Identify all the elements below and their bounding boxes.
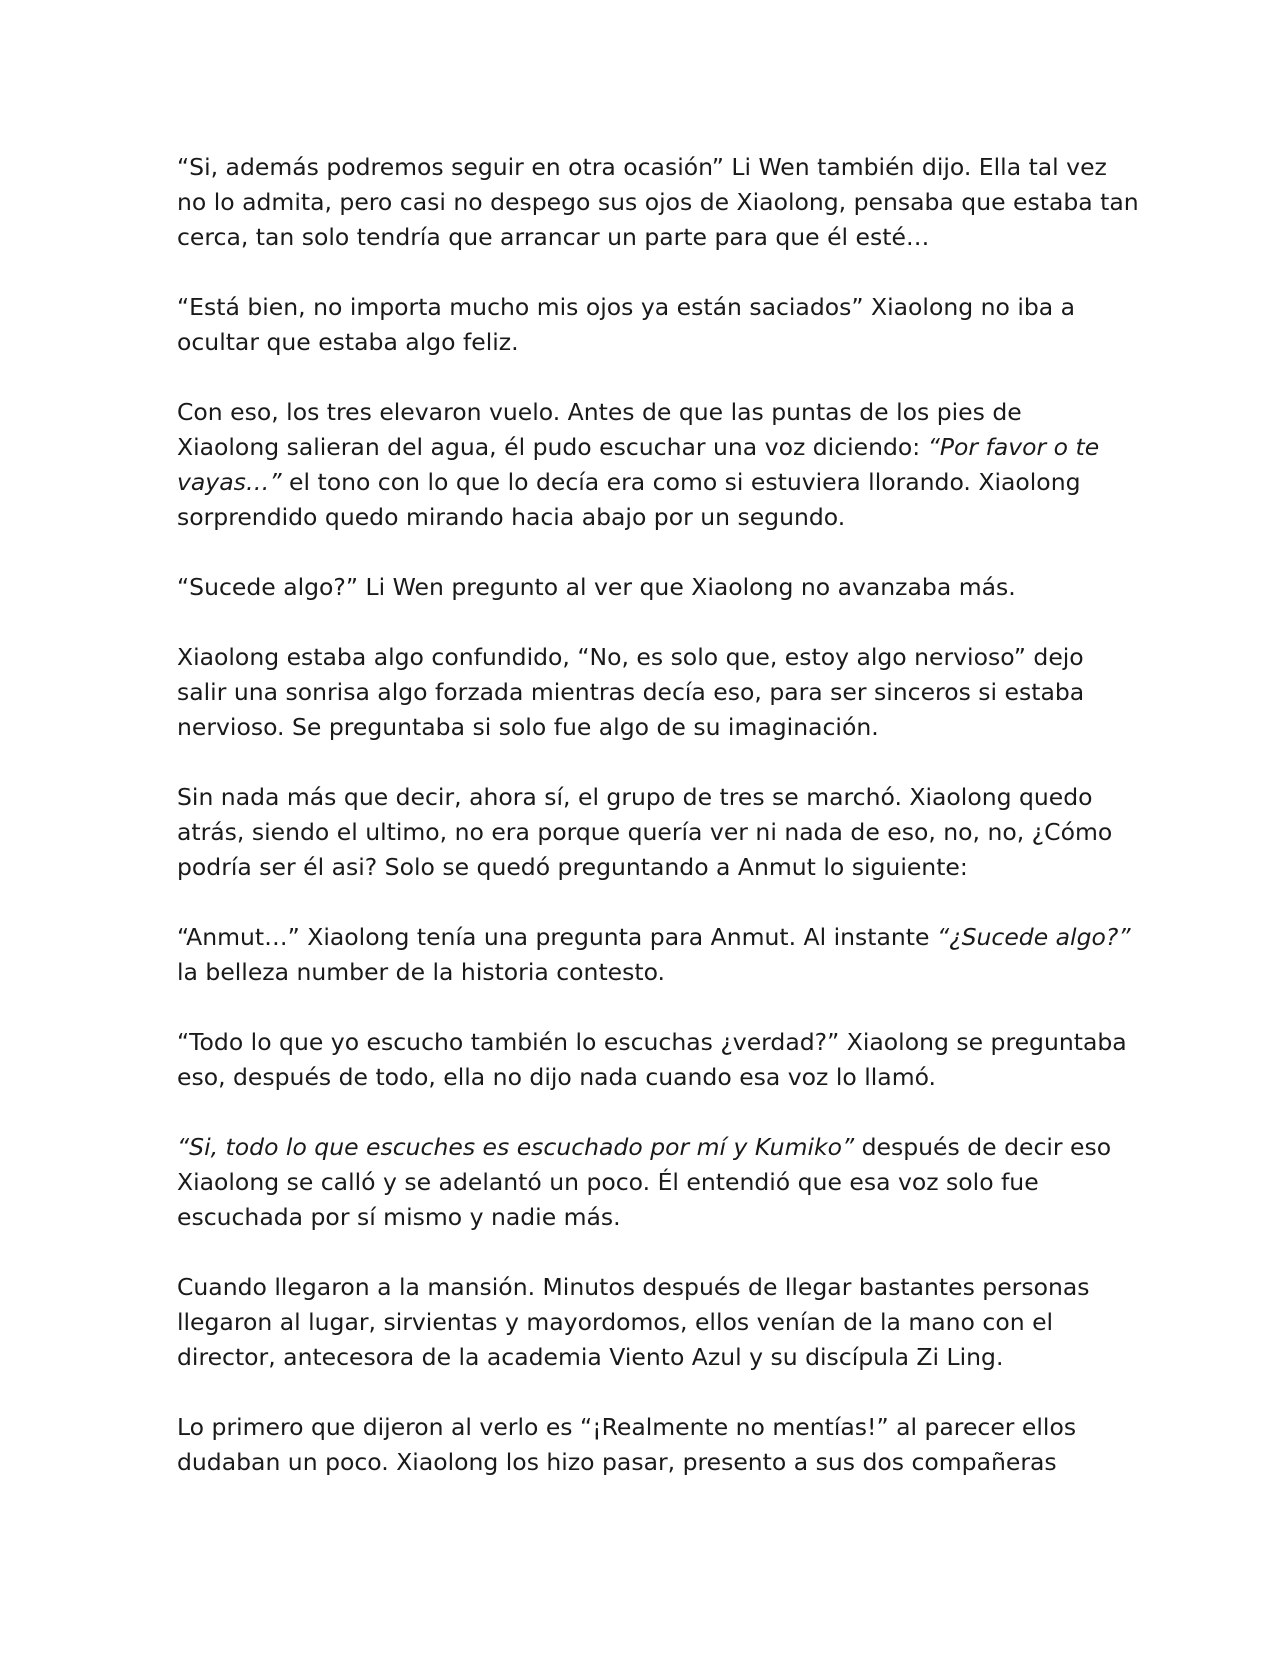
text-line	[177, 1060, 1107, 1095]
text-line	[177, 430, 1107, 465]
text-run: Con eso, los tres elevaron vuelo. Antes de que las puntas de los pies de	[177, 398, 1022, 426]
text-line	[177, 1340, 1107, 1375]
text-line	[177, 1410, 1107, 1445]
paragraph	[177, 920, 1131, 990]
paragraph	[177, 640, 1107, 745]
text-run: “Todo lo que yo escucho también lo escuchas ¿verdad?” Xiaolong se preguntaba	[177, 1028, 1127, 1056]
text-line	[177, 1270, 1107, 1305]
text-line	[177, 780, 1107, 815]
text-line	[177, 920, 1131, 955]
text-run: Xiaolong salieran del agua, él pudo escuchar una voz diciendo:	[177, 433, 928, 461]
italic-text-run: vayas…”	[177, 468, 282, 496]
text-line	[177, 1305, 1107, 1340]
text-line	[177, 1445, 1107, 1480]
text-run: cerca, tan solo tendría que arrancar un parte para que él esté…	[177, 223, 930, 251]
paragraph	[177, 1130, 1112, 1235]
paragraph	[177, 395, 1107, 535]
text-line	[177, 955, 1107, 990]
paragraph	[177, 570, 1107, 605]
text-line	[177, 1165, 1107, 1200]
text-line	[177, 150, 1107, 185]
text-line	[177, 220, 1107, 255]
text-run: no lo admita, pero casi no despego sus ojos de Xiaolong, pensaba que estaba tan	[177, 188, 1139, 216]
text-line	[177, 395, 1107, 430]
text-line	[177, 465, 1107, 500]
text-line	[177, 850, 1107, 885]
text-run: el tono con lo que lo decía era como si estuviera llorando. Xiaolong	[281, 468, 1081, 496]
text-run: eso, después de todo, ella no dijo nada cuando esa voz lo llamó.	[177, 1063, 937, 1091]
paragraph	[177, 1270, 1107, 1375]
text-line	[177, 675, 1107, 710]
paragraph	[177, 290, 1107, 360]
text-line	[177, 290, 1107, 325]
text-run: la belleza number de la historia contesto.	[177, 958, 666, 986]
italic-text-run: “Por favor o te	[927, 433, 1100, 461]
paragraph	[177, 1410, 1107, 1480]
text-line	[177, 570, 1107, 605]
text-run: llegaron al lugar, sirvientas y mayordomos, ellos venían de la mano con el	[177, 1308, 1054, 1336]
paragraph	[177, 780, 1113, 885]
text-run: “Anmut…” Xiaolong tenía una pregunta para Anmut. Al instante	[177, 923, 937, 951]
text-run: dudaban un poco. Xiaolong los hizo pasar, presento a sus dos compañeras	[177, 1448, 1057, 1476]
paragraph	[177, 150, 1139, 255]
document-body	[177, 150, 1139, 1480]
text-run: atrás, siendo el ultimo, no era porque quería ver ni nada de eso, no, no, ¿Cómo	[177, 818, 1113, 846]
text-line	[177, 815, 1113, 850]
text-run: podría ser él asi? Solo se quedó preguntando a Anmut lo siguiente:	[177, 853, 968, 881]
text-run: Cuando llegaron a la mansión. Minutos después de llegar bastantes personas	[177, 1273, 1090, 1301]
text-line	[177, 1025, 1127, 1060]
text-line	[177, 710, 1107, 745]
text-run: Xiaolong se calló y se adelantó un poco. Él entendió que esa voz solo fue	[177, 1168, 1039, 1196]
paragraph	[177, 1025, 1127, 1095]
text-run: sorprendido quedo mirando hacia abajo por un segundo.	[177, 503, 846, 531]
text-run: ocultar que estaba algo feliz.	[177, 328, 519, 356]
text-run: “Está bien, no importa mucho mis ojos ya están saciados” Xiaolong no iba a	[177, 293, 1076, 321]
text-line	[177, 500, 1107, 535]
text-line	[177, 185, 1139, 220]
text-line	[177, 325, 1107, 360]
text-run: “Sucede algo?” Li Wen pregunto al ver que Xiaolong no avanzaba más.	[177, 573, 1016, 601]
text-run: Xiaolong estaba algo confundido, “No, es solo que, estoy algo nervioso” dejo	[177, 643, 1084, 671]
text-line	[177, 640, 1107, 675]
text-run: nervioso. Se preguntaba si solo fue algo de su imaginación.	[177, 713, 879, 741]
text-run: “Si, además podremos seguir en otra ocasión” Li Wen también dijo. Ella tal vez	[177, 153, 1107, 181]
text-run: Lo primero que dijeron al verlo es “¡Realmente no mentías!” al parecer ellos	[177, 1413, 1077, 1441]
text-line	[177, 1200, 1107, 1235]
italic-text-run: “¿Sucede algo?”	[936, 923, 1131, 951]
text-run: escuchada por sí mismo y nadie más.	[177, 1203, 621, 1231]
text-line	[177, 1130, 1112, 1165]
text-run: salir una sonrisa algo forzada mientras decía eso, para ser sinceros si estaba	[177, 678, 1085, 706]
italic-text-run: “Si, todo lo que escuches es escuchado por mí y Kumiko”	[177, 1133, 855, 1161]
text-run: después de decir eso	[854, 1133, 1112, 1161]
text-run: director, antecesora de la academia Viento Azul y su discípula Zi Ling.	[177, 1343, 1004, 1371]
text-run: Sin nada más que decir, ahora sí, el grupo de tres se marchó. Xiaolong quedo	[177, 783, 1093, 811]
